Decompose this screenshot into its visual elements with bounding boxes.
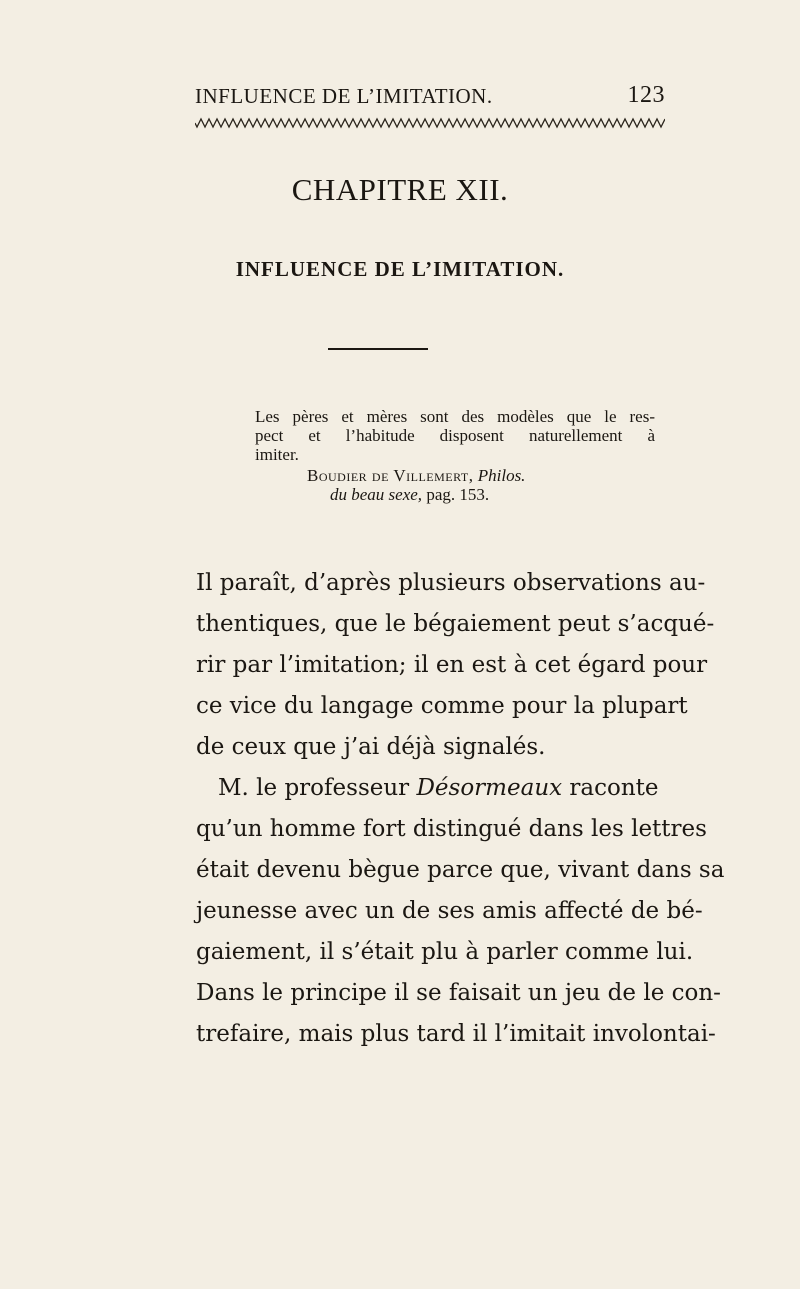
body-line: Il paraît, d’après plusieurs observations au- <box>196 570 706 596</box>
body-line: thentiques, que le bégaiement peut s’acqué- <box>196 611 715 637</box>
epigraph <box>255 407 655 464</box>
page-number: 123 <box>627 82 665 108</box>
body-text <box>196 563 725 1055</box>
epigraph-line: imiter. <box>255 445 299 464</box>
decorative-ornament-band <box>195 117 665 129</box>
running-head-title: INFLUENCE DE L’IMITATION. <box>195 84 493 108</box>
body-text-span: raconte <box>569 775 659 801</box>
epigraph-line: pect et l’habitude disposent naturellement à <box>255 426 655 445</box>
body-line: ce vice du langage comme pour la plupart <box>196 693 688 719</box>
epigraph-work-title: Philos. <box>477 466 526 485</box>
epigraph-attribution <box>307 466 525 504</box>
body-line: gaiement, il s’était plu à parler comme lui. <box>196 939 694 965</box>
body-line <box>196 768 659 809</box>
body-line: qu’un homme fort distingué dans les lettres <box>196 816 707 842</box>
title-rule <box>328 348 428 350</box>
body-line: jeunesse avec un de ses amis affecté de bé- <box>196 898 703 924</box>
epigraph-work-title-cont: du beau sexe, <box>330 485 423 504</box>
epigraph-page-ref: pag. 153. <box>426 485 490 504</box>
body-line: rir par l’imitation; il en est à cet égard pour <box>196 652 708 678</box>
body-line: de ceux que j’ai déjà signalés. <box>196 734 546 760</box>
body-line: Dans le principe il se faisait un jeu de le con- <box>196 980 721 1006</box>
epigraph-line: Les pères et mères sont des modèles que le res- <box>255 407 655 426</box>
body-emphasis-name: Désormeaux <box>416 775 563 801</box>
body-line: trefaire, mais plus tard il l’imitait involontai- <box>196 1021 716 1047</box>
chapter-number: CHAPITRE XII. <box>291 172 509 207</box>
body-line: était devenu bègue parce que, vivant dans sa <box>196 857 725 883</box>
epigraph-author: Boudier de Villemert, <box>307 466 474 485</box>
chapter-title: INFLUENCE DE L’IMITATION. <box>235 257 565 281</box>
body-text-span: M. le professeur <box>218 775 410 801</box>
